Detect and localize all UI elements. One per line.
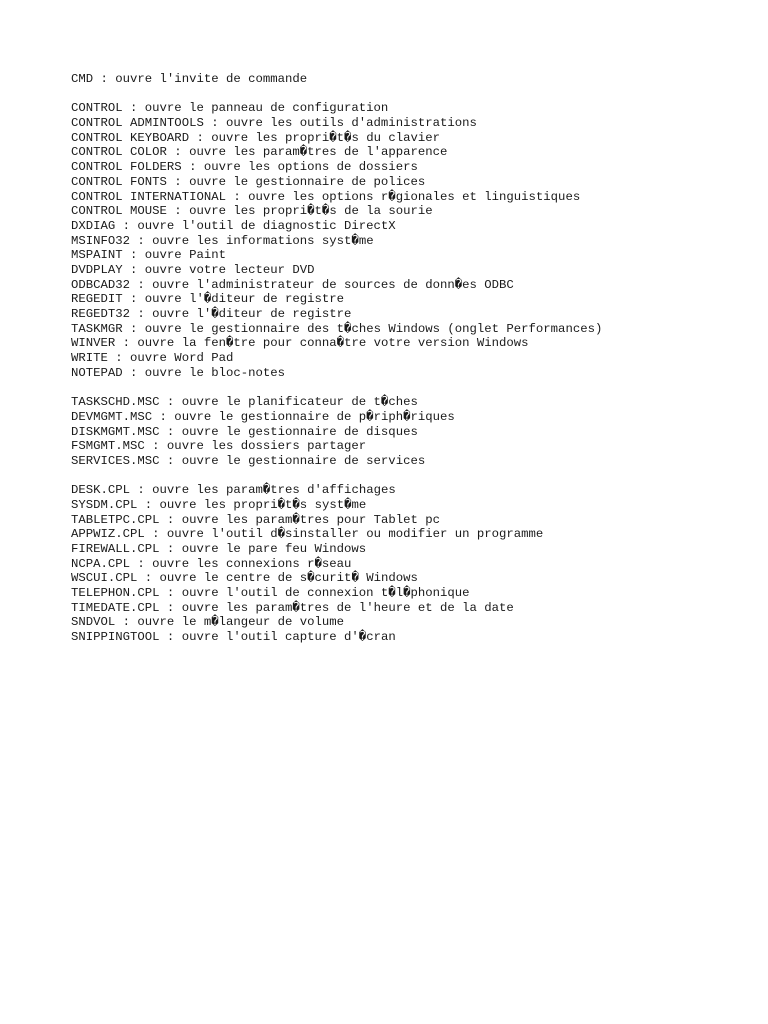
text-line: SNIPPINGTOOL : ouvre l'outil capture d'�cran [71,630,396,645]
text-line: REGEDIT : ouvre l'�diteur de registre [71,292,345,307]
text-line: SERVICES.MSC : ouvre le gestionnaire de services [71,453,426,468]
text-line: CONTROL MOUSE : ouvre les propri�t�s de la sourie [71,204,433,219]
text-line: TIMEDATE.CPL : ouvre les param�tres de l'heure et de la date [71,600,514,615]
text-line: DEVMGMT.MSC : ouvre le gestionnaire de p�riph�riques [71,409,455,424]
group-cpl-commands [71,483,751,645]
document-page [71,72,751,660]
text-line: TABLETPC.CPL : ouvre les param�tres pour Tablet pc [71,512,440,527]
text-line: CMD : ouvre l'invite de commande [71,72,308,86]
text-line: ODBCAD32 : ouvre l'administrateur de sources de donn�es ODBC [71,277,514,292]
text-line: NCPA.CPL : ouvre les connexions r�seau [71,556,352,571]
text-line: CONTROL INTERNATIONAL : ouvre les options r�gionales et linguistiques [71,189,581,204]
text-line: SYSDM.CPL : ouvre les propri�t�s syst�me [71,497,367,512]
text-line: NOTEPAD : ouvre le bloc-notes [71,365,286,380]
text-line: DVDPLAY : ouvre votre lecteur DVD [71,262,315,277]
text-line: CONTROL : ouvre le panneau de configuration [71,101,389,116]
text-line: SNDVOL : ouvre le m�langeur de volume [71,615,345,630]
text-line: DXDIAG : ouvre l'outil de diagnostic DirectX [71,218,396,233]
text-line: WRITE : ouvre Word Pad [71,351,234,366]
text-line: MSPAINT : ouvre Paint [71,248,226,263]
text-line: CONTROL KEYBOARD : ouvre les propri�t�s du clavier [71,130,441,145]
text-line: DESK.CPL : ouvre les param�tres d'affichages [71,483,396,498]
text-line: CONTROL COLOR : ouvre les param�tres de l'apparence [71,145,448,160]
text-line: CONTROL ADMINTOOLS : ouvre les outils d'administrations [71,116,477,131]
text-line: WINVER : ouvre la fen�tre pour conna�tre votre version Windows [71,336,529,351]
text-line: REGEDT32 : ouvre l'�diteur de registre [71,307,352,321]
text-line: CONTROL FOLDERS : ouvre les options de dossiers [71,160,418,175]
text-line: FSMGMT.MSC : ouvre les dossiers partager [71,439,367,454]
group-control-commands [71,101,751,380]
group-cmd [71,72,751,87]
text-line: DISKMGMT.MSC : ouvre le gestionnaire de disques [71,424,418,439]
group-msc-commands [71,395,751,468]
text-line: TASKMGR : ouvre le gestionnaire des t�ches Windows (onglet Performances) [71,321,603,336]
text-line: FIREWALL.CPL : ouvre le pare feu Windows [71,542,367,556]
text-line: CONTROL FONTS : ouvre le gestionnaire de polices [71,174,426,189]
text-line: TASKSCHD.MSC : ouvre le planificateur de t�ches [71,395,418,410]
text-line: APPWIZ.CPL : ouvre l'outil d�sinstaller ou modifier un programme [71,527,544,542]
text-line: MSINFO32 : ouvre les informations syst�me [71,233,374,248]
text-line: TELEPHON.CPL : ouvre l'outil de connexion t�l�phonique [71,586,470,601]
text-line: WSCUI.CPL : ouvre le centre de s�curit� Windows [71,571,418,586]
